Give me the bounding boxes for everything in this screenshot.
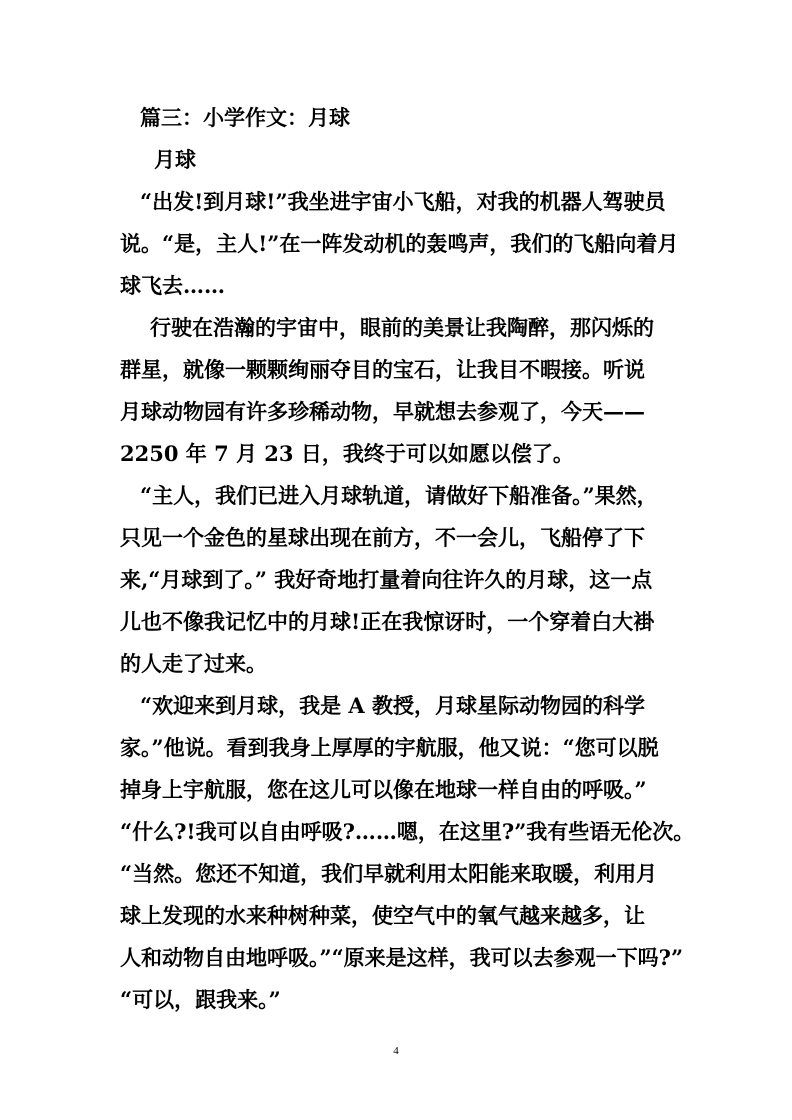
paragraph-line: 人和动物自由地呼吸。”“原来是这样，我可以去参观一下吗?” — [120, 945, 684, 970]
paragraph-line: 家。”他说。看到我身上厚厚的宇航服，他又说：“您可以脱 — [120, 735, 659, 760]
paragraph-line: 说。“是，主人!”在一阵发动机的轰鸣声，我们的飞船向着月 — [120, 231, 679, 256]
document-heading: 篇三：小学作文：月球 — [140, 105, 350, 130]
paragraph-line: 月球动物园有许多珍稀动物，早就想去参观了，今天—— — [120, 399, 645, 424]
paragraph-line: 儿也不像我记忆中的月球!正在我惊讶时，一个穿着白大褂 — [120, 609, 655, 634]
paragraph-line: 球飞去…… — [120, 273, 225, 298]
page-number: 4 — [393, 1045, 399, 1057]
document-subheading: 月球 — [154, 147, 196, 172]
paragraph-line: 2250 年 7 月 23 日，我终于可以如愿以偿了。 — [120, 441, 574, 466]
paragraph-line: 行驶在浩瀚的宇宙中，眼前的美景让我陶醉，那闪烁的 — [150, 315, 654, 340]
paragraph-line: “可以，跟我来。” — [120, 987, 281, 1012]
paragraph-line: “主人，我们已进入月球轨道，请做好下船准备。”果然， — [140, 483, 658, 508]
paragraph-line: 球上发现的水来种树种菜，使空气中的氧气越来越多，让 — [120, 903, 645, 928]
paragraph-line: 群星，就像一颗颗绚丽夺目的宝石，让我目不暇接。听说 — [120, 357, 645, 382]
paragraph-line: 掉身上宇航服，您在这儿可以像在地球一样自由的呼吸。” — [120, 777, 647, 802]
paragraph-line: 的人走了过来。 — [120, 651, 267, 676]
paragraph-line: “当然。您还不知道，我们早就利用太阳能来取暖，利用月 — [120, 861, 658, 886]
paragraph-line: “什么?!我可以自由呼吸?……嗯，在这里?”我有些语无伦次。 — [120, 819, 695, 844]
paragraph-line: 来,“月球到了。” 我好奇地打量着向往许久的月球，这一点 — [120, 567, 653, 592]
paragraph-line: “欢迎来到月球，我是 A 教授，月球星际动物园的科学 — [140, 693, 645, 718]
paragraph-line: 只见一个金色的星球出现在前方，不一会儿，飞船停了下 — [120, 525, 645, 550]
paragraph-line: “出发!到月球!”我坐进宇宙小飞船，对我的机器人驾驶员 — [140, 189, 666, 214]
